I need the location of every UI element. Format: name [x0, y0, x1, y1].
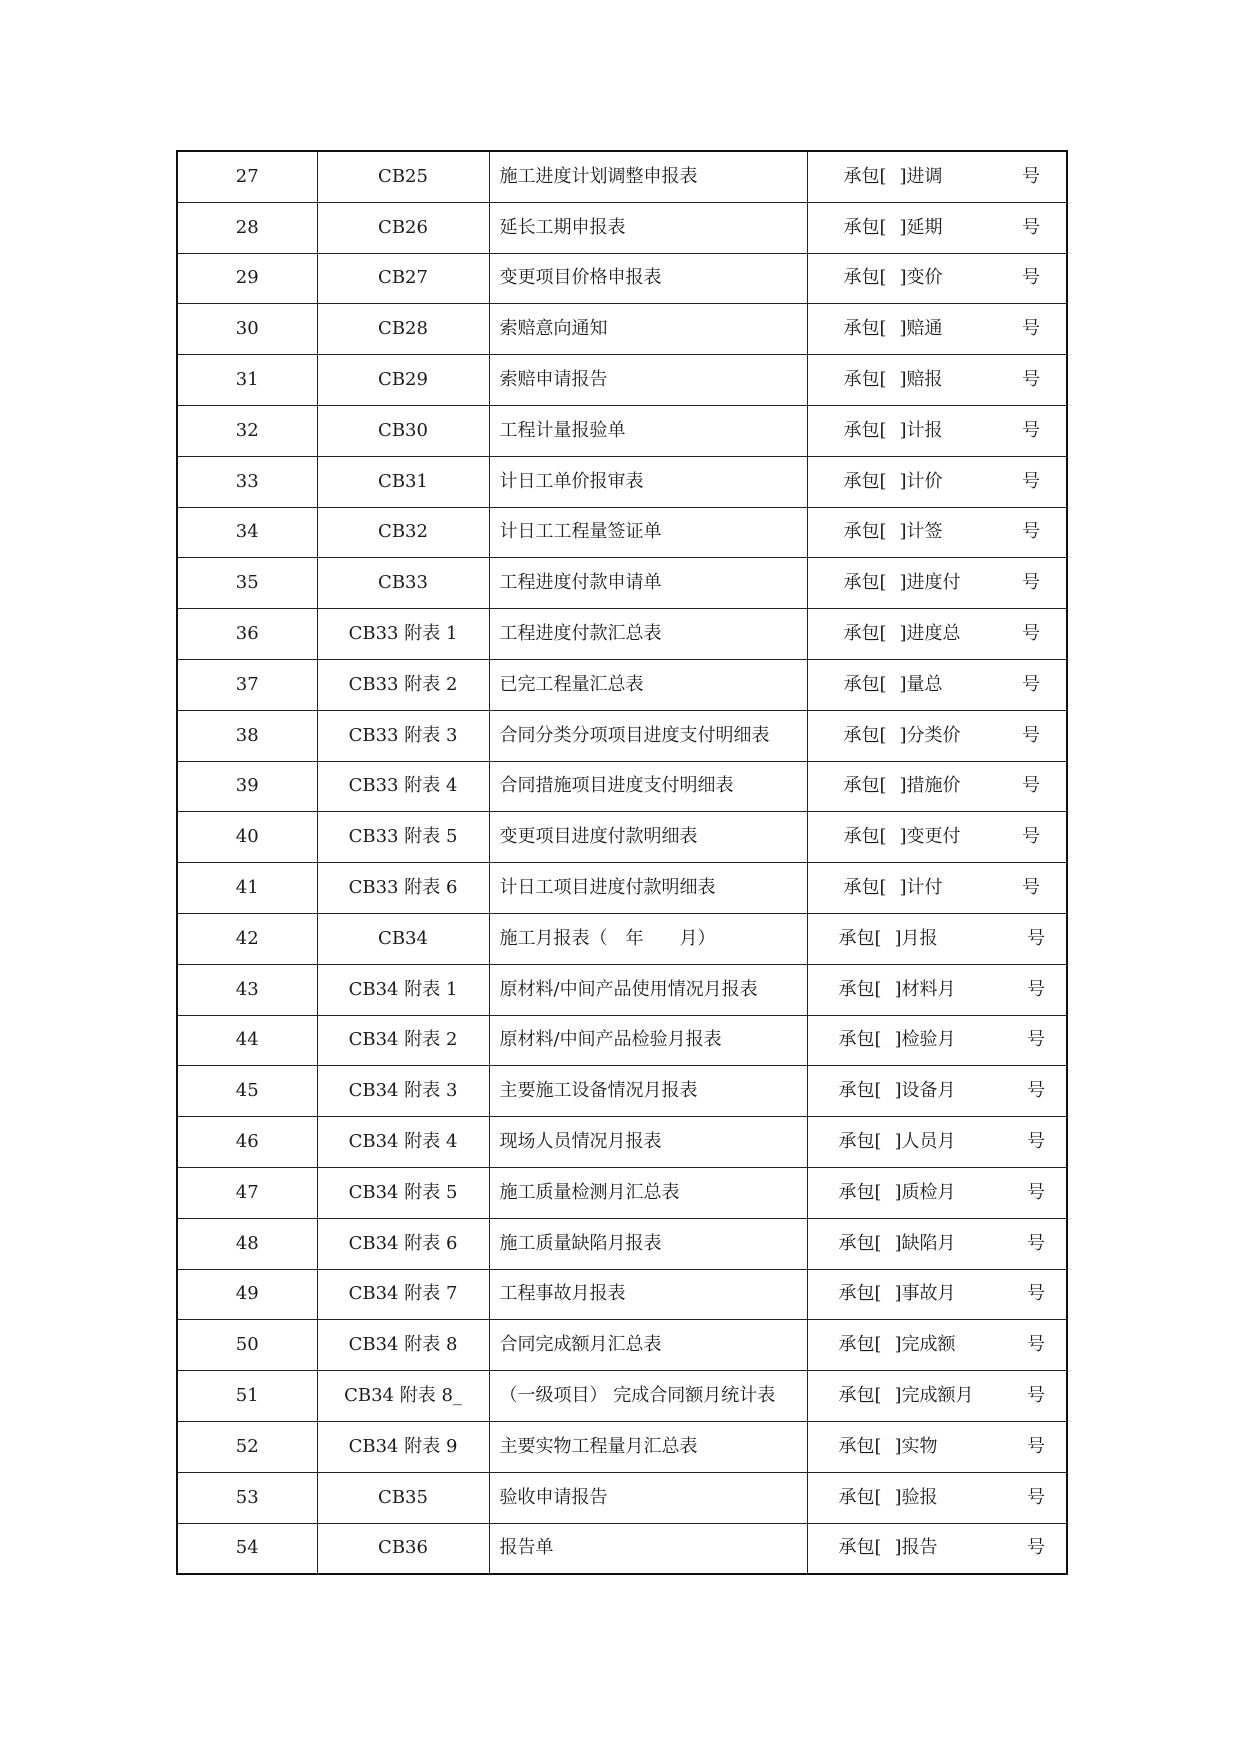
table-row [177, 812, 1067, 863]
table-row [177, 761, 1067, 812]
form-list-body [177, 151, 1067, 1574]
numbering-type: ]进度总 [899, 623, 961, 645]
form-name: 施工月报表（ 年 月） [489, 913, 807, 964]
row-number: 28 [177, 202, 317, 253]
form-numbering [807, 964, 1067, 1015]
numbering-prefix: 承包[ [843, 216, 887, 238]
form-numbering [807, 710, 1067, 761]
numbering-prefix: 承包[ [838, 1232, 882, 1254]
row-number: 45 [177, 1066, 317, 1117]
numbering-type: ]变更付 [899, 826, 961, 848]
form-code: CB34 附表 4 [317, 1117, 489, 1168]
table-row [177, 1167, 1067, 1218]
numbering-suffix: 号 [1027, 1131, 1045, 1153]
form-numbering [807, 1523, 1067, 1574]
numbering-suffix: 号 [1022, 216, 1040, 238]
form-numbering [807, 151, 1067, 202]
row-number: 46 [177, 1117, 317, 1168]
row-number: 27 [177, 151, 317, 202]
numbering-type: ]检验月 [894, 1029, 956, 1051]
numbering-prefix: 承包[ [843, 572, 887, 594]
numbering-type: ]量总 [899, 673, 943, 695]
numbering-type: ]计付 [899, 877, 943, 899]
numbering-type: ]计签 [899, 521, 943, 543]
form-name: 工程计量报验单 [489, 405, 807, 456]
form-code: CB34 附表 6 [317, 1218, 489, 1269]
form-code: CB30 [317, 405, 489, 456]
numbering-prefix: 承包[ [843, 521, 887, 543]
form-code: CB34 附表 9 [317, 1421, 489, 1472]
form-code: CB34 附表 5 [317, 1167, 489, 1218]
form-numbering [807, 253, 1067, 304]
row-number: 41 [177, 863, 317, 914]
form-code: CB34 附表 8 [317, 1320, 489, 1371]
numbering-prefix: 承包[ [838, 1385, 882, 1407]
form-name: 合同完成额月汇总表 [489, 1320, 807, 1371]
numbering-type: ]计报 [899, 419, 943, 441]
form-code: CB27 [317, 253, 489, 304]
table-row [177, 710, 1067, 761]
table-row [177, 304, 1067, 355]
numbering-suffix: 号 [1022, 521, 1040, 543]
numbering-prefix: 承包[ [838, 927, 882, 949]
numbering-prefix: 承包[ [843, 267, 887, 289]
form-name: 变更项目进度付款明细表 [489, 812, 807, 863]
row-number: 34 [177, 507, 317, 558]
numbering-type: ]实物 [894, 1435, 938, 1457]
numbering-prefix: 承包[ [843, 470, 887, 492]
table-row [177, 1320, 1067, 1371]
form-name: 计日工项目进度付款明细表 [489, 863, 807, 914]
row-number: 47 [177, 1167, 317, 1218]
form-numbering [807, 1371, 1067, 1422]
numbering-prefix: 承包[ [838, 1080, 882, 1102]
form-numbering [807, 405, 1067, 456]
form-name: 计日工工程量签证单 [489, 507, 807, 558]
numbering-prefix: 承包[ [843, 419, 887, 441]
numbering-suffix: 号 [1022, 369, 1040, 391]
row-number: 53 [177, 1472, 317, 1523]
numbering-suffix: 号 [1022, 724, 1040, 746]
numbering-type: ]月报 [894, 927, 938, 949]
numbering-suffix: 号 [1027, 1029, 1045, 1051]
form-numbering [807, 1269, 1067, 1320]
row-number: 51 [177, 1371, 317, 1422]
row-number: 54 [177, 1523, 317, 1574]
table-row [177, 151, 1067, 202]
row-number: 35 [177, 558, 317, 609]
numbering-type: ]赔通 [899, 318, 943, 340]
form-name: 索赔申请报告 [489, 355, 807, 406]
form-name: 变更项目价格申报表 [489, 253, 807, 304]
row-number: 31 [177, 355, 317, 406]
numbering-type: ]措施价 [899, 775, 961, 797]
form-name: 主要施工设备情况月报表 [489, 1066, 807, 1117]
form-code: CB26 [317, 202, 489, 253]
numbering-prefix: 承包[ [843, 165, 887, 187]
form-name: 验收申请报告 [489, 1472, 807, 1523]
numbering-suffix: 号 [1027, 1334, 1045, 1356]
form-code: CB33 附表 3 [317, 710, 489, 761]
form-numbering [807, 1167, 1067, 1218]
form-numbering [807, 202, 1067, 253]
form-name: 计日工单价报审表 [489, 456, 807, 507]
form-code: CB34 附表 7 [317, 1269, 489, 1320]
numbering-type: ]事故月 [894, 1283, 956, 1305]
form-numbering [807, 761, 1067, 812]
form-numbering [807, 812, 1067, 863]
numbering-type: ]报告 [894, 1537, 938, 1559]
numbering-type: ]完成额 [894, 1334, 956, 1356]
table-row [177, 1218, 1067, 1269]
row-number: 49 [177, 1269, 317, 1320]
numbering-suffix: 号 [1022, 419, 1040, 441]
numbering-prefix: 承包[ [838, 1435, 882, 1457]
numbering-type: ]验报 [894, 1486, 938, 1508]
row-number: 52 [177, 1421, 317, 1472]
numbering-type: ]变价 [899, 267, 943, 289]
form-numbering [807, 1015, 1067, 1066]
form-name: 工程进度付款申请单 [489, 558, 807, 609]
table-row [177, 1269, 1067, 1320]
table-row [177, 913, 1067, 964]
table-row [177, 1472, 1067, 1523]
form-code: CB34 附表 3 [317, 1066, 489, 1117]
numbering-suffix: 号 [1022, 623, 1040, 645]
row-number: 33 [177, 456, 317, 507]
form-code: CB35 [317, 1472, 489, 1523]
numbering-prefix: 承包[ [838, 1131, 882, 1153]
form-code: CB31 [317, 456, 489, 507]
table-row [177, 507, 1067, 558]
form-name: 合同分类分项项目进度支付明细表 [489, 710, 807, 761]
table-row [177, 202, 1067, 253]
table-row [177, 1371, 1067, 1422]
table-row [177, 558, 1067, 609]
row-number: 43 [177, 964, 317, 1015]
form-numbering [807, 1320, 1067, 1371]
numbering-suffix: 号 [1027, 1232, 1045, 1254]
numbering-prefix: 承包[ [843, 318, 887, 340]
row-number: 42 [177, 913, 317, 964]
form-code: CB28 [317, 304, 489, 355]
form-name: 施工质量检测月汇总表 [489, 1167, 807, 1218]
numbering-prefix: 承包[ [843, 673, 887, 695]
row-number: 32 [177, 405, 317, 456]
form-numbering [807, 1472, 1067, 1523]
form-numbering [807, 659, 1067, 710]
form-code: CB29 [317, 355, 489, 406]
table-row [177, 405, 1067, 456]
form-code: CB32 [317, 507, 489, 558]
numbering-suffix: 号 [1022, 165, 1040, 187]
form-code: CB25 [317, 151, 489, 202]
numbering-type: ]进度付 [899, 572, 961, 594]
row-number: 38 [177, 710, 317, 761]
numbering-prefix: 承包[ [838, 1486, 882, 1508]
numbering-suffix: 号 [1027, 978, 1045, 1000]
form-numbering [807, 1421, 1067, 1472]
numbering-type: ]分类价 [899, 724, 961, 746]
row-number: 50 [177, 1320, 317, 1371]
form-code: CB33 附表 4 [317, 761, 489, 812]
numbering-type: ]赔报 [899, 369, 943, 391]
numbering-type: ]进调 [899, 165, 943, 187]
numbering-prefix: 承包[ [838, 1283, 882, 1305]
numbering-type: ]缺陷月 [894, 1232, 956, 1254]
form-numbering [807, 913, 1067, 964]
numbering-prefix: 承包[ [838, 1537, 882, 1559]
form-code: CB33 附表 5 [317, 812, 489, 863]
form-name: （一级项目） 完成合同额月统计表 [489, 1371, 807, 1422]
numbering-suffix: 号 [1027, 1385, 1045, 1407]
numbering-type: ]完成额月 [894, 1385, 974, 1407]
form-code: CB34 [317, 913, 489, 964]
numbering-type: ]人员月 [894, 1131, 956, 1153]
form-code: CB33 附表 2 [317, 659, 489, 710]
numbering-prefix: 承包[ [838, 1029, 882, 1051]
form-code: CB34 附表 8_ [317, 1371, 489, 1422]
table-row [177, 355, 1067, 406]
numbering-suffix: 号 [1022, 673, 1040, 695]
row-number: 29 [177, 253, 317, 304]
form-name: 原材料/中间产品检验月报表 [489, 1015, 807, 1066]
table-row [177, 456, 1067, 507]
row-number: 48 [177, 1218, 317, 1269]
table-row [177, 964, 1067, 1015]
form-numbering [807, 558, 1067, 609]
form-code: CB34 附表 1 [317, 964, 489, 1015]
numbering-suffix: 号 [1022, 470, 1040, 492]
table-row [177, 1523, 1067, 1574]
row-number: 37 [177, 659, 317, 710]
table-row [177, 1066, 1067, 1117]
numbering-prefix: 承包[ [838, 1181, 882, 1203]
row-number: 30 [177, 304, 317, 355]
numbering-suffix: 号 [1022, 877, 1040, 899]
form-name: 索赔意向通知 [489, 304, 807, 355]
form-name: 合同措施项目进度支付明细表 [489, 761, 807, 812]
numbering-prefix: 承包[ [843, 369, 887, 391]
form-name: 施工进度计划调整申报表 [489, 151, 807, 202]
row-number: 39 [177, 761, 317, 812]
numbering-suffix: 号 [1027, 1486, 1045, 1508]
numbering-suffix: 号 [1027, 1435, 1045, 1457]
form-name: 报告单 [489, 1523, 807, 1574]
numbering-prefix: 承包[ [838, 1334, 882, 1356]
form-name: 已完工程量汇总表 [489, 659, 807, 710]
numbering-suffix: 号 [1022, 267, 1040, 289]
numbering-suffix: 号 [1022, 318, 1040, 340]
table-row [177, 1015, 1067, 1066]
numbering-suffix: 号 [1027, 1181, 1045, 1203]
numbering-prefix: 承包[ [843, 877, 887, 899]
form-name: 主要实物工程量月汇总表 [489, 1421, 807, 1472]
form-numbering [807, 304, 1067, 355]
numbering-type: ]质检月 [894, 1181, 956, 1203]
table-row [177, 1117, 1067, 1168]
numbering-prefix: 承包[ [843, 826, 887, 848]
form-numbering [807, 609, 1067, 660]
form-code: CB33 附表 6 [317, 863, 489, 914]
form-name: 现场人员情况月报表 [489, 1117, 807, 1168]
row-number: 44 [177, 1015, 317, 1066]
table-row [177, 609, 1067, 660]
form-list-table [176, 150, 1068, 1575]
form-numbering [807, 456, 1067, 507]
form-code: CB33 附表 1 [317, 609, 489, 660]
form-code: CB34 附表 2 [317, 1015, 489, 1066]
form-numbering [807, 1117, 1067, 1168]
numbering-prefix: 承包[ [843, 775, 887, 797]
numbering-type: ]延期 [899, 216, 943, 238]
numbering-prefix: 承包[ [838, 978, 882, 1000]
numbering-suffix: 号 [1027, 1283, 1045, 1305]
form-numbering [807, 355, 1067, 406]
numbering-suffix: 号 [1027, 927, 1045, 949]
row-number: 36 [177, 609, 317, 660]
row-number: 40 [177, 812, 317, 863]
numbering-type: ]设备月 [894, 1080, 956, 1102]
numbering-type: ]材料月 [894, 978, 956, 1000]
numbering-prefix: 承包[ [843, 623, 887, 645]
form-code: CB33 [317, 558, 489, 609]
form-numbering [807, 507, 1067, 558]
numbering-suffix: 号 [1027, 1080, 1045, 1102]
form-numbering [807, 863, 1067, 914]
table-row [177, 863, 1067, 914]
numbering-suffix: 号 [1022, 775, 1040, 797]
form-numbering [807, 1218, 1067, 1269]
numbering-suffix: 号 [1022, 826, 1040, 848]
form-name: 延长工期申报表 [489, 202, 807, 253]
numbering-type: ]计价 [899, 470, 943, 492]
table-row [177, 253, 1067, 304]
form-name: 施工质量缺陷月报表 [489, 1218, 807, 1269]
form-name: 工程事故月报表 [489, 1269, 807, 1320]
form-name: 原材料/中间产品使用情况月报表 [489, 964, 807, 1015]
table-row [177, 659, 1067, 710]
form-name: 工程进度付款汇总表 [489, 609, 807, 660]
form-numbering [807, 1066, 1067, 1117]
numbering-suffix: 号 [1022, 572, 1040, 594]
numbering-suffix: 号 [1027, 1537, 1045, 1559]
table-row [177, 1421, 1067, 1472]
numbering-prefix: 承包[ [843, 724, 887, 746]
form-code: CB36 [317, 1523, 489, 1574]
